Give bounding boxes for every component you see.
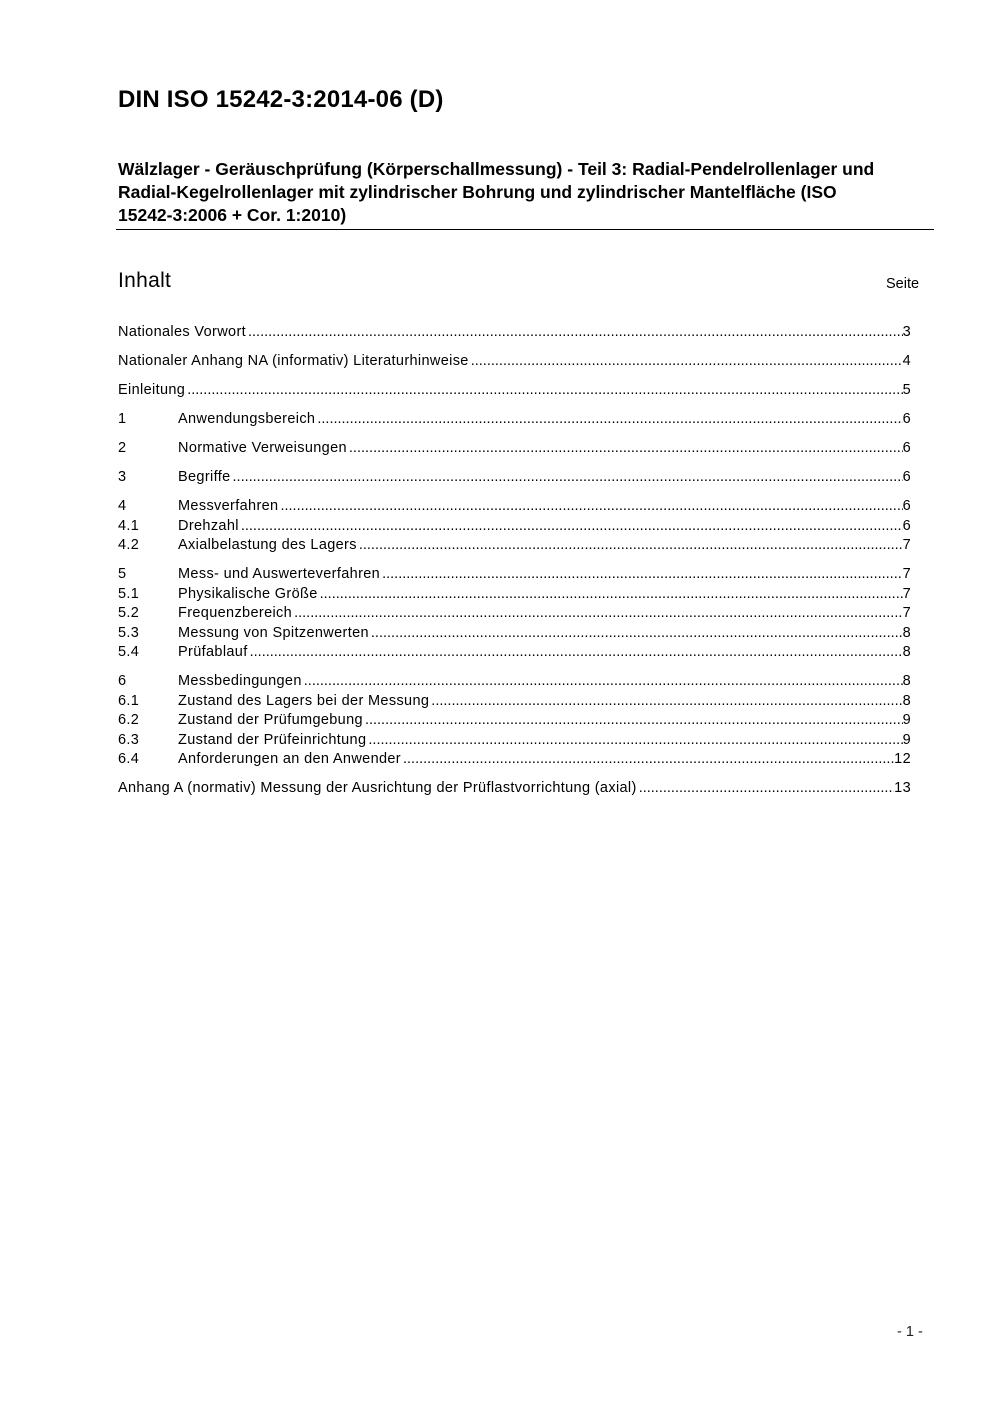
toc-leader-dots bbox=[371, 624, 903, 644]
toc-entry[interactable] bbox=[118, 604, 911, 624]
toc-entry-page: 13 bbox=[894, 780, 911, 796]
toc-entry-title: Frequenzbereich bbox=[178, 605, 293, 621]
toc-entry-title: Messung von Spitzenwerten bbox=[178, 624, 369, 641]
toc-entry-number: 6.4 bbox=[118, 751, 140, 767]
toc-leader-dots bbox=[382, 565, 903, 585]
toc-entry[interactable] bbox=[118, 352, 911, 372]
toc-entry-title: Anhang A (normativ) Messung der Ausrichtung der Prüflastvorrichtung (axial) bbox=[118, 780, 637, 796]
toc-leader-dots bbox=[187, 381, 902, 401]
table-of-contents bbox=[118, 323, 911, 799]
title-divider bbox=[116, 229, 934, 230]
toc-entry-number: 5.2 bbox=[118, 605, 140, 621]
toc-leader-dots bbox=[403, 750, 894, 770]
toc-entry-title: Zustand der Prüfumgebung bbox=[178, 712, 363, 728]
toc-leader-dots bbox=[639, 779, 894, 799]
toc-entry-number: 5 bbox=[118, 566, 127, 582]
toc-leader-dots bbox=[317, 410, 902, 430]
toc-entry[interactable] bbox=[118, 731, 911, 751]
toc-leader-dots bbox=[320, 585, 903, 605]
toc-entry-number: 4.2 bbox=[118, 537, 140, 553]
toc-entry-title: Drehzahl bbox=[178, 517, 239, 534]
toc-entry-page: 9 bbox=[902, 712, 911, 728]
toc-entry-page: 8 bbox=[902, 624, 911, 641]
toc-entry-page: 3 bbox=[902, 324, 911, 340]
toc-entry-page: 7 bbox=[902, 566, 911, 582]
toc-leader-dots bbox=[304, 672, 903, 692]
toc-leader-dots bbox=[248, 323, 903, 343]
toc-entry-page: 7 bbox=[902, 537, 911, 553]
toc-entry-title: Axialbelastung des Lagers bbox=[178, 537, 357, 553]
toc-entry-title: Physikalische Größe bbox=[178, 585, 318, 602]
toc-entry-title: Einleitung bbox=[118, 382, 186, 398]
toc-entry[interactable] bbox=[118, 323, 911, 343]
toc-entry[interactable] bbox=[118, 692, 911, 712]
toc-entry-number: 6.1 bbox=[118, 692, 140, 709]
toc-entry-title: Messverfahren bbox=[178, 498, 279, 514]
toc-entry[interactable] bbox=[118, 536, 911, 556]
toc-leader-dots bbox=[349, 439, 903, 459]
toc-entry-number: 2 bbox=[118, 440, 127, 456]
toc-leader-dots bbox=[365, 711, 903, 731]
toc-entry-page: 4 bbox=[902, 353, 911, 369]
toc-entry[interactable] bbox=[118, 779, 911, 799]
toc-entry-number: 3 bbox=[118, 469, 127, 485]
toc-entry-number: 5.1 bbox=[118, 585, 140, 602]
document-title: DIN ISO 15242-3:2014-06 (D) bbox=[118, 86, 444, 113]
toc-entry[interactable] bbox=[118, 497, 911, 517]
toc-entry-page: 12 bbox=[894, 751, 911, 767]
toc-leader-dots bbox=[431, 692, 902, 712]
toc-leader-dots bbox=[368, 731, 902, 751]
toc-entry-title: Normative Verweisungen bbox=[178, 440, 347, 456]
toc-entry-title: Prüfablauf bbox=[178, 644, 248, 660]
toc-entry[interactable] bbox=[118, 624, 911, 644]
toc-entry[interactable] bbox=[118, 711, 911, 731]
toc-entry-page: 8 bbox=[902, 644, 911, 660]
toc-entry-page: 7 bbox=[902, 585, 911, 602]
toc-entry-number: 1 bbox=[118, 411, 127, 427]
toc-entry-number: 6.3 bbox=[118, 731, 140, 748]
toc-entry-page: 8 bbox=[902, 673, 911, 689]
toc-entry-number: 4 bbox=[118, 498, 127, 514]
toc-entry-title: Zustand des Lagers bei der Messung bbox=[178, 692, 430, 709]
toc-entry[interactable] bbox=[118, 468, 911, 488]
toc-leader-dots bbox=[294, 604, 903, 624]
toc-entry-page: 6 bbox=[902, 440, 911, 456]
toc-entry-number: 5.3 bbox=[118, 624, 140, 641]
toc-entry[interactable] bbox=[118, 585, 911, 605]
toc-entry-number: 5.4 bbox=[118, 644, 140, 660]
toc-entry-title: Mess- und Auswerteverfahren bbox=[178, 566, 381, 582]
document-subtitle: Wälzlager - Geräuschprüfung (Körperschallmessung) - Teil 3: Radial-Pendelrollenlager und Radial-Kegelrollenlager mit zylindrischer Bohrung und zylindrischer Mantelfläche (ISO 15242-3:2006 + Cor. 1:2010) bbox=[118, 159, 875, 225]
toc-entry-title: Nationaler Anhang NA (informativ) Literaturhinweise bbox=[118, 353, 469, 369]
toc-leader-dots bbox=[359, 536, 903, 556]
toc-entry[interactable] bbox=[118, 381, 911, 401]
toc-entry[interactable] bbox=[118, 410, 911, 430]
toc-leader-dots bbox=[471, 352, 903, 372]
toc-entry-page: 7 bbox=[902, 605, 911, 621]
toc-leader-dots bbox=[250, 643, 903, 663]
toc-leader-dots bbox=[241, 517, 903, 537]
toc-entry-page: 6 bbox=[902, 517, 911, 534]
page-number: - 1 - bbox=[897, 1324, 923, 1340]
toc-entry-title: Nationales Vorwort bbox=[118, 324, 246, 340]
toc-entry-title: Messbedingungen bbox=[178, 673, 302, 689]
toc-entry[interactable] bbox=[118, 439, 911, 459]
toc-page-column-label: Seite bbox=[886, 276, 920, 292]
toc-entry-page: 6 bbox=[902, 411, 911, 427]
toc-entry[interactable] bbox=[118, 565, 911, 585]
toc-entry-page: 5 bbox=[902, 382, 911, 398]
toc-entry[interactable] bbox=[118, 643, 911, 663]
toc-heading: Inhalt bbox=[118, 269, 172, 292]
toc-leader-dots bbox=[280, 497, 902, 517]
toc-entry-number: 6.2 bbox=[118, 712, 140, 728]
toc-entry[interactable] bbox=[118, 672, 911, 692]
toc-entry-page: 6 bbox=[902, 469, 911, 485]
toc-entry[interactable] bbox=[118, 750, 911, 770]
toc-entry-title: Zustand der Prüfeinrichtung bbox=[178, 731, 367, 748]
toc-entry-number: 4.1 bbox=[118, 517, 140, 534]
toc-leader-dots bbox=[233, 468, 903, 488]
toc-entry-page: 8 bbox=[902, 692, 911, 709]
toc-entry-number: 6 bbox=[118, 673, 127, 689]
toc-entry-title: Anforderungen an den Anwender bbox=[178, 751, 401, 767]
toc-entry-page: 6 bbox=[902, 498, 911, 514]
toc-entry[interactable] bbox=[118, 517, 911, 537]
toc-entry-title: Anwendungsbereich bbox=[178, 411, 316, 427]
toc-entry-page: 9 bbox=[902, 731, 911, 748]
toc-entry-title: Begriffe bbox=[178, 469, 231, 485]
